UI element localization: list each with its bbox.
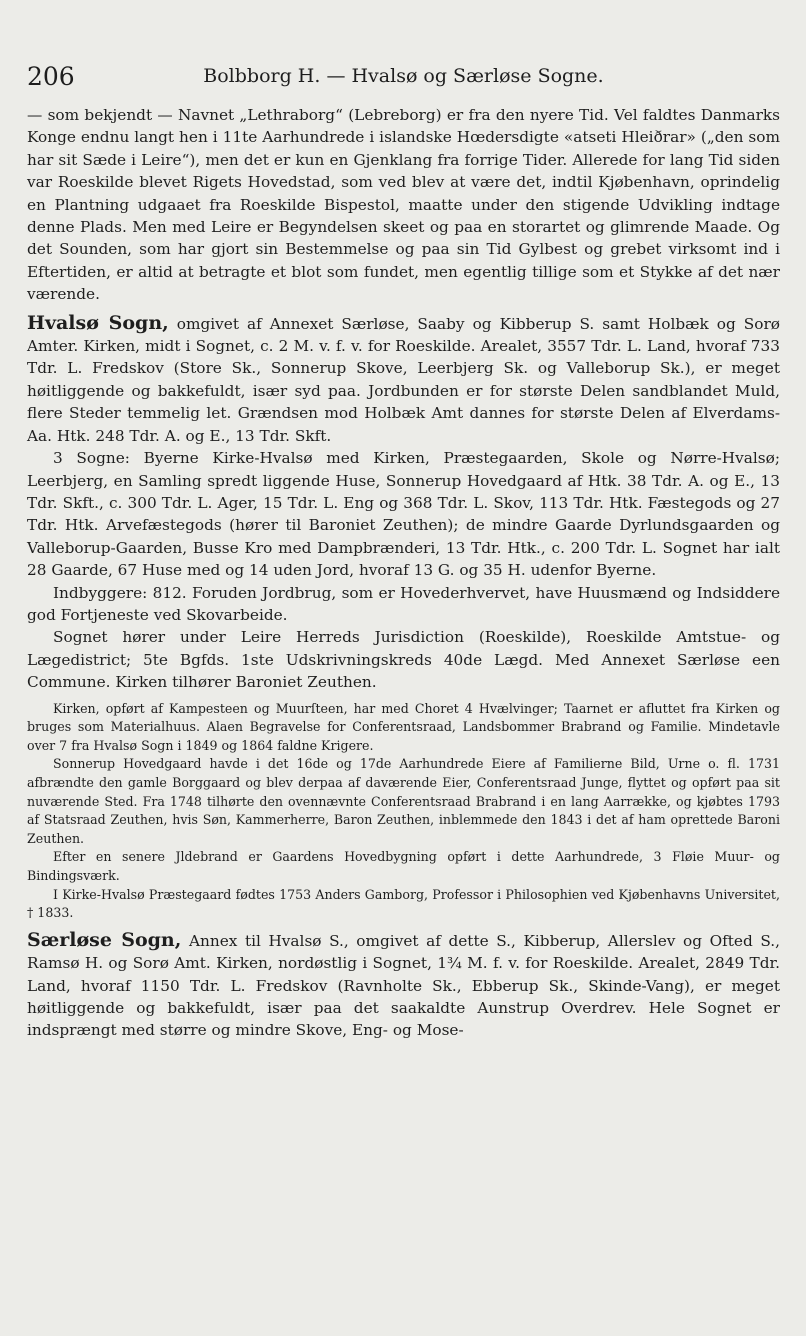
note-sonnerup: Sonnerup Hovedgaard havde i det 16de og 17de Aarhundrede Eiere af Familierne Bild, Urne o. fl. 1731 afbrændte den gamle Borggaard og blev derpaa af daværende Eier, Conferentsraad Junge, flyttet og opført paa sit nuværende Sted. Fra 1748 tilhørte den ovennævnte Conferentsraad Brabrand i en lang Aarrække, og kjøbtes 1793 af Statsraad Zeuthen, hvis Søn, Kammerherre, Baron Zeuthen, inblemmede den 1843 i det af ham oprettede Baroni Zeuthen. <box>27 756 780 846</box>
note-kirken: Kirken, opført af Kampesteen og Muurſteen, har med Choret 4 Hvælvinger; Taarnet er afluttet fra Kirken og bruges som Materialhuus. Alaen Begravelse for Conferentsraad, Landsbommer Brabrand og Familie. Mindetavle over 7 fra Hvalsø Sogn i 1849 og 1864 faldne Krigere. <box>27 700 780 753</box>
page-number: 206 <box>27 62 75 91</box>
paragraph-hvalso-sogn: Hvalsø Sogn, omgivet af Annexet Særløse, Saaby og Kibberup S. samt Holbæk og Sorø Amter. Kirken, midt i Sognet, c. 2 M. v. f. v. for Roeskilde. Arealet, 3557 Tdr. L. Land, hvoraf 733 Tdr. L. Fredskov (Store Sk., Sonnerup Skove, Leerbjerg Sk. og Valleborup Sk.), er meget høitliggende og bakkefuldt, især syd paa. Jordbunden er for største Delen sandblandet Muld, flere Steder temmelig let. Grændsen mod Holbæk Amt dannes for største Delen af Elverdams-Aa. Htk. 248 Tdr. A. og E., 13 Tdr. Skft. <box>27 311 780 445</box>
page-header <box>27 62 780 96</box>
paragraph-saerlose-sogn: Særløse Sogn, Annex til Hvalsø S., omgivet af dette S., Kibberup, Allerslev og Ofted S., Ramsø H. og Sorø Amt. Kirken, nordøstlig i Sognet, 1¾ M. f. v. for Roeskilde. Arealet, 2849 Tdr. Land, hvoraf 1150 Tdr. L. Fredskov (Ravnholte Sk., Ebberup Sk., Skinde-Vang), er meget høitliggende og bakkefuldt, især paa det saakaldte Aunstrup Overdrev. Hele Sognet er indsprængt med større og mindre Skove, Eng- og Mose- <box>27 928 780 1040</box>
paragraph-leire-history: — som bekjendt — Navnet „Lethraborg“ (Lebreborg) er fra den nyere Tid. Vel faldtes Danmarks Konge endnu langt hen i 11te Aarhundrede i islandske Hœdersdigte «atseti Hleiðrar» („den som har sit Sæde i Leire“), men det er kun en Gjenklang fra forrige Tider. Allerede for lang Tid siden var Roeskilde blevet Rigets Hovedstad, som ved blev at være det, indtil Kjøbenhavn, oprindelig en Plantning udgaaet fra Roeskilde Bispestol, maatte under den stigende Udvikling indtage denne Plads. Men med Leire er Begyndelsen skeet og paa en storartet og glimrende Maade. Og det Sounden, som har gjort sin Bestemmelse og paa sin Tid Gylbest og grebet virksomt ind i Eftertiden, er altid at betragte et blot som fundet, men egentlig tillige som et Stykke af det nær værende. <box>27 106 780 304</box>
paragraph-hvalso-indbyggere: Indbyggere: 812. Foruden Jordbrug, som er Hovederhvervet, have Huusmænd og Indsiddere god Fortjeneste ved Skovarbeide. <box>27 583 780 624</box>
paragraph-hvalso-byer: 3 Sogne: Byerne Kirke-Hvalsø med Kirken, Præstegaarden, Skole og Nørre-Hvalsø; Leerbjerg, en Samling spredt liggende Huse, Sonnerup Hovedgaard af Htk. 38 Tdr. A. og E., 13 Tdr. Skft., c. 300 Tdr. L. Ager, 15 Tdr. L. Eng og 368 Tdr. L. Skov, 113 Tdr. Htk. Fæstegods og 27 Tdr. Htk. Arvefæstegods (hører til Baroniet Zeuthen); de mindre Gaarde Dyrlundsgaarden og Valleborup-Gaarden, Busse Kro med Dampbrænderi, 13 Tdr. Htk., c. 200 Tdr. L. Sognet har ialt 28 Gaarde, 67 Huse med og 14 uden Jord, hvoraf 13 G. og 35 H. udenfor Byerne. <box>27 449 780 580</box>
note-hovedbygning: Efter en senere Jldebrand er Gaardens Hovedbygning opført i dette Aarhundrede, 3 Fløie Muur- og Bindingsværk. <box>27 849 780 883</box>
paragraph-hvalso-jurisdiction: Sognet hører under Leire Herreds Jurisdiction (Roeskilde), Roeskilde Amtstue- og Lægedistrict; 5te Bgfds. 1ste Udskrivningskreds 40de Lægd. Med Annexet Særløse een Commune. Kirken tilhører Baroniet Zeuthen. <box>27 628 780 692</box>
running-head: Bolbborg H. — Hvalsø og Særløse Sogne. <box>203 65 604 87</box>
section-title-hvalso: Hvalsø Sogn, <box>27 311 169 334</box>
section-title-saerlose: Særløse Sogn, <box>27 928 182 951</box>
note-gamborg: I Kirke-Hvalsø Præstegaard fødtes 1753 Anders Gamborg, Professor i Philosophien ved Kjøbenhavns Universitet, † 1833. <box>27 886 780 921</box>
text-column <box>27 104 780 1042</box>
